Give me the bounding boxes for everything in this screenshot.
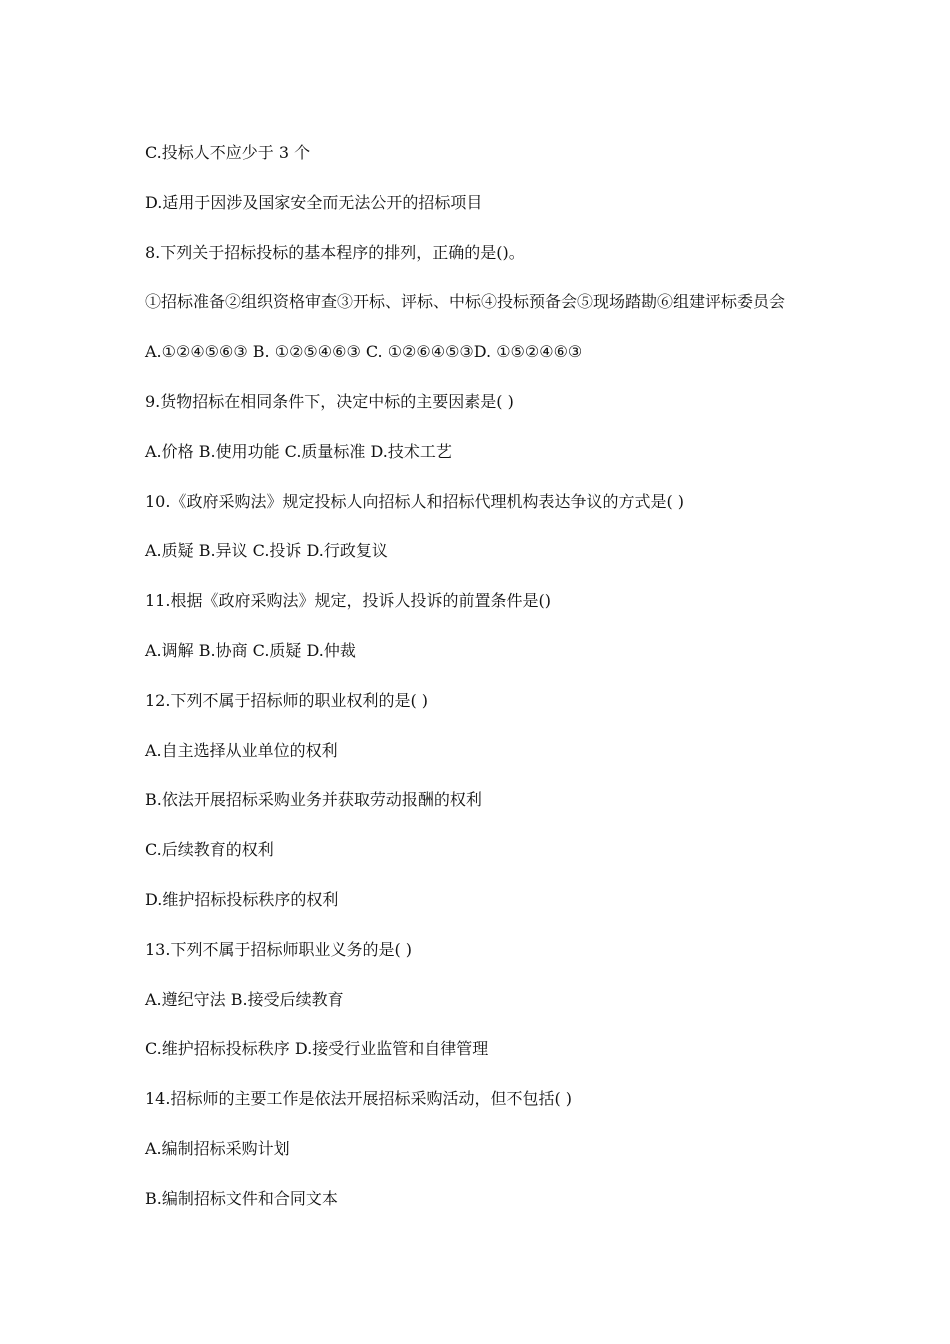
text-line: A.调解 B.协商 C.质疑 D.仲裁 — [145, 640, 356, 660]
text-line: ①招标准备②组织资格审查③开标、评标、中标④投标预备会⑤现场踏勘⑥组建评标委员会 — [145, 292, 786, 312]
text-line: C.后续教育的权利 — [145, 840, 274, 860]
question-9: 9.货物招标在相同条件下，决定中标的主要因素是( ) — [145, 391, 514, 411]
text-line: A.质疑 B.异议 C.投诉 D.行政复议 — [145, 541, 388, 561]
document-body — [145, 140, 845, 1236]
question-12: 12.下列不属于招标师的职业权利的是( ) — [145, 690, 429, 710]
text-line: A.自主选择从业单位的权利 — [145, 740, 338, 760]
text-line: D.适用于因涉及国家安全而无法公开的招标项目 — [145, 192, 483, 212]
text-line: C.维护招标投标秩序 D.接受行业监管和自律管理 — [145, 1039, 489, 1059]
text-line: C.投标人不应少于 3 个 — [145, 143, 311, 162]
text-line: A.编制招标采购计划 — [145, 1138, 290, 1158]
text-line: A.价格 B.使用功能 C.质量标准 D.技术工艺 — [145, 441, 452, 461]
question-10: 10.《政府采购法》规定投标人向招标人和招标代理机构表达争议的方式是( ) — [145, 491, 685, 511]
question-13: 13.下列不属于招标师职业义务的是( ) — [145, 939, 413, 959]
question-8: 8.下列关于招标投标的基本程序的排列，正确的是()。 — [145, 242, 525, 262]
question-11: 11.根据《政府采购法》规定，投诉人投诉的前置条件是() — [145, 591, 551, 611]
text-line: B.依法开展招标采购业务并获取劳动报酬的权利 — [145, 790, 482, 810]
question-14: 14.招标师的主要工作是依法开展招标采购活动，但不包括( ) — [145, 1089, 573, 1109]
text-line: A.遵纪守法 B.接受后续教育 — [145, 989, 344, 1009]
text-line: B.编制招标文件和合同文本 — [145, 1188, 338, 1208]
text-line: D.维护招标投标秩序的权利 — [145, 889, 339, 909]
text-line: A.①②④⑤⑥③ B. ①②⑤④⑥③ C. ①②⑥④⑤③D. ①⑤②④⑥③ — [145, 342, 583, 362]
